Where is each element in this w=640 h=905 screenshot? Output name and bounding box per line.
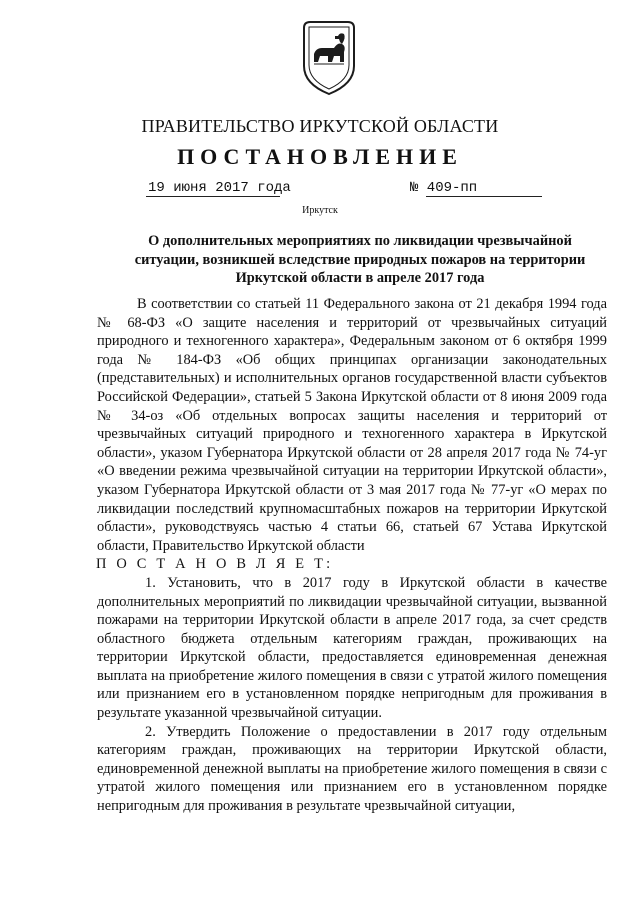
item-paragraph-2: 2. Утвердить Положение о предоставлении в 2017 году отдельным категориям граждан, проживающих на территории Иркутской области, единовременной денежной выплаты на приобретение жилого помещения в связи с утратой жилого помещения или признанием его в установленном порядке непригодным для проживания в результате чрезвычайной ситуации, <box>97 723 607 815</box>
document-number: № 409-пп <box>410 180 478 196</box>
document-body <box>97 295 607 816</box>
number-underline <box>426 196 542 197</box>
date-underline <box>146 196 280 197</box>
government-name: ПРАВИТЕЛЬСТВО ИРКУТСКОЙ ОБЛАСТИ <box>141 116 499 136</box>
document-title: О дополнительных мероприятиях по ликвидации чрезвычайной ситуации, возникшей вследствие природных пожаров на территории Иркутской области в апреле 2017 года <box>134 233 586 286</box>
city-name: Иркутск <box>302 205 338 216</box>
resolves-heading: П О С Т А Н О В Л Я Е Т: <box>96 556 334 573</box>
preamble-paragraph: В соответствии со статьей 11 Федерального закона от 21 декабря 1994 года № 68-ФЗ «О защите населения и территорий от чрезвычайных ситуаций природного и техногенного характера», Федеральным законом от 6 октября 1999 года № 184-ФЗ «Об общих принципах организации законодательных (представительных) и исполнительных органов государственной власти субъектов Российской Федерации», статьей 5 Закона Иркутской области от 8 июня 2009 года № 34-оз «Об отдельных вопросах защиты населения и территорий от чрезвычайных ситуаций природного и техногенного характера в Иркутской области», указом Губернатора Иркутской области от 28 апреля 2017 года № 74-уг «О введении режима чрезвычайной ситуации на территории Иркутской области», указом Губернатора Иркутской области от 3 мая 2017 года № 77-уг «О мерах по ликвидации последствий крупномасштабных пожаров на территории Иркутской области», руководствуясь частью 4 статьи 66, статьей 67 Устава Иркутской области, Правительство Иркутской области <box>97 296 607 554</box>
coat-of-arms-icon <box>300 18 358 96</box>
document-type: ПОСТАНОВЛЕНИЕ <box>177 144 463 169</box>
item-paragraph-1: 1. Установить, что в 2017 году в Иркутской области в качестве дополнительных мероприятий по ликвидации чрезвычайной ситуации, вызванной пожарами на территории Иркутской области в апреле 2017 года, за счет средств областного бюджета отдельным категориям граждан, проживающих на территории Иркутской области, предоставляется единовременная денежная выплата на приобретение жилого помещения в связи с утратой жилого помещения или признанием его в установленном порядке непригодным для проживания в результате указанной чрезвычайной ситуации. <box>97 574 607 722</box>
document-date: 19 июня 2017 года <box>148 180 291 196</box>
